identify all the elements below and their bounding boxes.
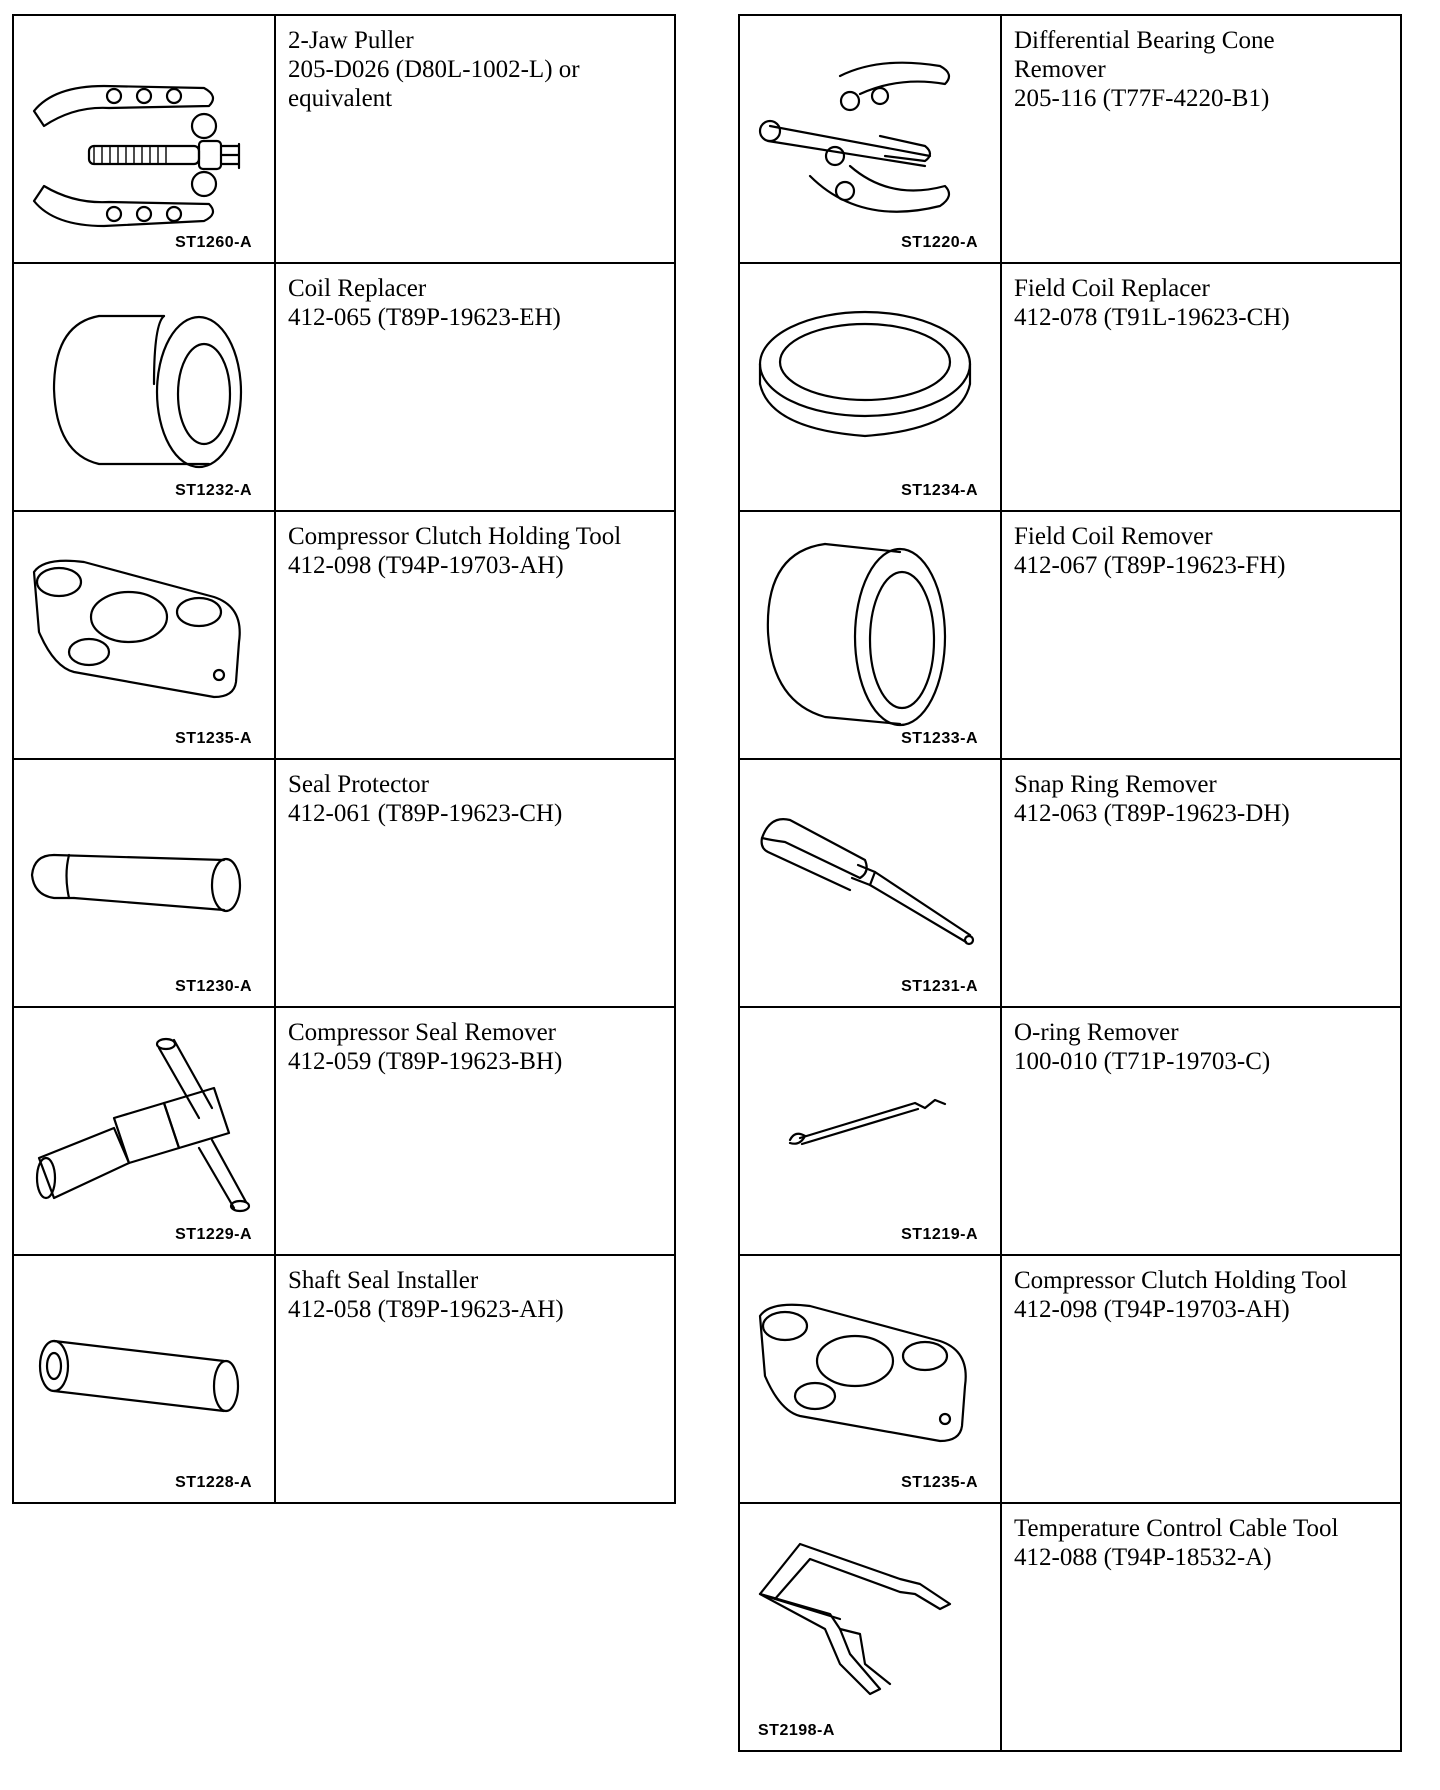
tool-row <box>739 263 1401 511</box>
seal-remover-icon <box>14 1008 274 1254</box>
figure-code: ST1220-A <box>901 234 978 251</box>
tool-name: Snap Ring Remover <box>1014 771 1217 798</box>
tool-number: 100-010 (T71P-19703-C) <box>1014 1048 1271 1075</box>
tool-row <box>13 263 675 511</box>
tool-description-cell <box>275 15 675 263</box>
figure-code: ST1260-A <box>175 234 252 251</box>
tool-illustration-cell <box>739 1503 1001 1751</box>
o-ring-pick-icon <box>740 1008 1000 1254</box>
tool-illustration-cell <box>739 263 1001 511</box>
tool-number: 412-098 (T94P-19703-AH) <box>1014 1296 1290 1323</box>
tool-illustration-cell <box>739 1007 1001 1255</box>
tool-description-cell <box>275 511 675 759</box>
tool-number: 412-088 (T94P-18532-A) <box>1014 1544 1272 1571</box>
clutch-holding-plate-icon <box>14 512 274 758</box>
tool-description-cell <box>1001 1503 1401 1751</box>
figure-code: ST1219-A <box>901 1226 978 1243</box>
tool-number: 412-063 (T89P-19623-DH) <box>1014 800 1290 827</box>
figure-code: ST1232-A <box>175 482 252 499</box>
tool-row <box>739 1007 1401 1255</box>
tool-illustration-cell <box>13 511 275 759</box>
tool-description-cell <box>1001 511 1401 759</box>
tool-number: 412-059 (T89P-19623-BH) <box>288 1048 563 1075</box>
tool-description-cell <box>275 1007 675 1255</box>
cable-tool-icon <box>740 1504 1000 1750</box>
figure-code: ST1235-A <box>901 1474 978 1491</box>
tool-illustration-cell <box>13 1007 275 1255</box>
tool-description-cell <box>275 1255 675 1503</box>
coil-replacer-icon <box>14 264 274 510</box>
figure-code: ST1231-A <box>901 978 978 995</box>
tool-number: 412-098 (T94P-19703-AH) <box>288 552 564 579</box>
tool-illustration-cell <box>13 759 275 1007</box>
tool-illustration-cell <box>13 15 275 263</box>
tool-row <box>739 1503 1401 1751</box>
tool-row <box>739 759 1401 1007</box>
tool-description-cell <box>1001 263 1401 511</box>
field-coil-ring-icon <box>740 264 1000 510</box>
tool-name: Temperature Control Cable Tool <box>1014 1515 1339 1542</box>
tool-number: 205-D026 (D80L-1002-L) or equivalent <box>288 56 580 112</box>
figure-code: ST1235-A <box>175 730 252 747</box>
tool-row <box>13 1007 675 1255</box>
tool-row <box>13 1255 675 1503</box>
tool-number: 412-061 (T89P-19623-CH) <box>288 800 563 827</box>
tool-illustration-cell <box>13 263 275 511</box>
tool-description-cell <box>275 263 675 511</box>
snap-ring-remover-icon <box>740 760 1000 1006</box>
tool-illustration-cell <box>739 759 1001 1007</box>
seal-protector-icon <box>14 760 274 1006</box>
tool-illustration-cell <box>739 1255 1001 1503</box>
tool-description-cell <box>1001 15 1401 263</box>
tool-name: Compressor Clutch Holding Tool <box>288 523 622 550</box>
figure-code: ST1229-A <box>175 1226 252 1243</box>
field-coil-cylinder-icon <box>740 512 1000 758</box>
tool-number: 205-116 (T77F-4220-B1) <box>1014 85 1270 112</box>
tool-row <box>739 15 1401 263</box>
figure-code: ST1233-A <box>901 730 978 747</box>
bearing-cone-remover-icon <box>740 16 1000 262</box>
tool-number: 412-058 (T89P-19623-AH) <box>288 1296 564 1323</box>
tool-row <box>13 15 675 263</box>
seal-installer-icon <box>14 1256 274 1502</box>
tool-illustration-cell <box>13 1255 275 1503</box>
tool-description-cell <box>1001 759 1401 1007</box>
tool-name: Compressor Clutch Holding Tool <box>1014 1267 1348 1294</box>
tool-name: 2-Jaw Puller <box>288 27 414 54</box>
tool-number: 412-065 (T89P-19623-EH) <box>288 304 561 331</box>
tool-illustration-cell <box>739 511 1001 759</box>
tool-name: O-ring Remover <box>1014 1019 1179 1046</box>
tool-row <box>13 511 675 759</box>
left-tools-table <box>12 14 676 1504</box>
tool-name: Differential Bearing Cone Remover <box>1014 27 1275 83</box>
tool-row <box>739 1255 1401 1503</box>
tool-number: 412-078 (T91L-19623-CH) <box>1014 304 1290 331</box>
tool-name: Seal Protector <box>288 771 429 798</box>
figure-code: ST1234-A <box>901 482 978 499</box>
tool-name: Compressor Seal Remover <box>288 1019 557 1046</box>
tool-illustration-cell <box>739 15 1001 263</box>
figure-code: ST1230-A <box>175 978 252 995</box>
clutch-holding-plate-icon <box>740 1256 1000 1502</box>
tool-description-cell <box>1001 1007 1401 1255</box>
tool-row <box>13 759 675 1007</box>
tool-name: Field Coil Remover <box>1014 523 1213 550</box>
tool-description-cell <box>275 759 675 1007</box>
jaw-puller-icon <box>14 16 274 262</box>
tool-row <box>739 511 1401 759</box>
tool-name: Coil Replacer <box>288 275 427 302</box>
figure-code: ST2198-A <box>758 1722 835 1739</box>
figure-code: ST1228-A <box>175 1474 252 1491</box>
tool-name: Shaft Seal Installer <box>288 1267 479 1294</box>
tool-description-cell <box>1001 1255 1401 1503</box>
tool-name: Field Coil Replacer <box>1014 275 1210 302</box>
right-tools-table <box>738 14 1402 1752</box>
tool-number: 412-067 (T89P-19623-FH) <box>1014 552 1286 579</box>
